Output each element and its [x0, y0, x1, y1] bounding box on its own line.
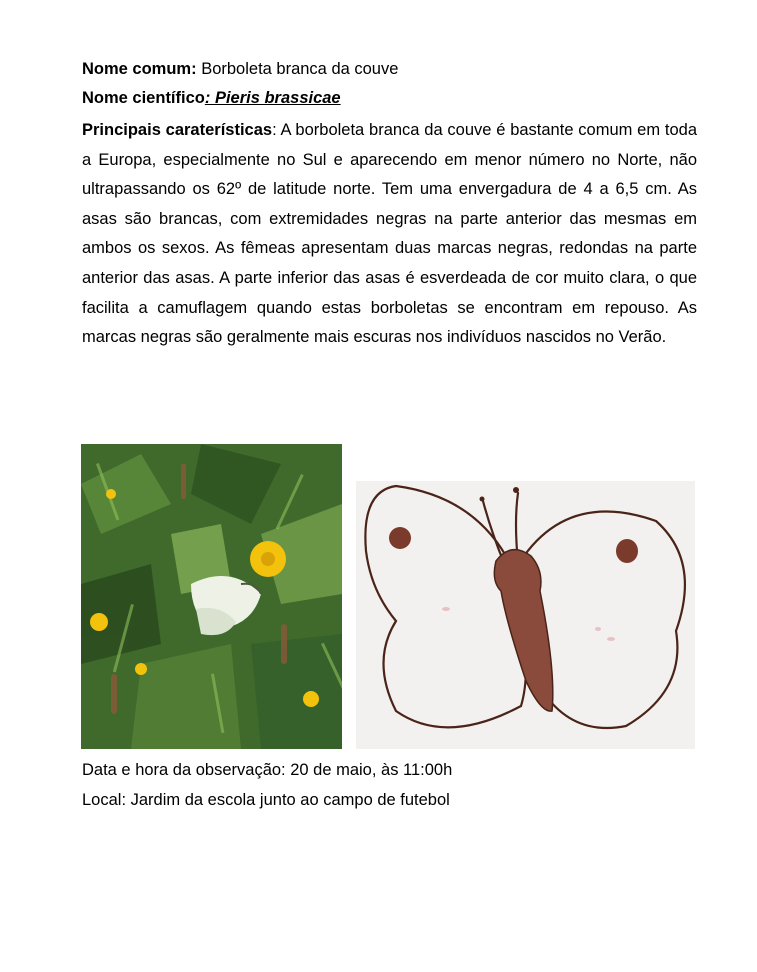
- common-name-line: [82, 59, 398, 79]
- scientific-name-line: [82, 88, 341, 108]
- scientific-name-value: : Pieris brassicae: [204, 89, 341, 107]
- observation-date: Data e hora da observação: 20 de maio, às 11:00h: [82, 761, 453, 779]
- features-paragraph: [82, 116, 697, 353]
- features-text: : A borboleta branca da couve é bastante comum em toda a Europa, especialmente no Sul e aparecendo em menor número no Norte, não ultrapassando os 62º de latitude norte. Tem uma envergadura de 4 a 6,5 cm. As asas são brancas, com extremidades negras na parte anterior das mesmas em ambos os sexos. As fêmeas apresentam duas marcas negras, redondas na parte anterior das asas. A parte inferior das asas é esverdeada de cor muito clara, o que facilita a camuflagem quando estas borboletas se encontram em repouso. As marcas negras são geralmente mais escuras nos indivíduos nascidos no Verão.: [82, 121, 697, 347]
- butterfly-photo: [81, 444, 342, 749]
- butterfly-drawing: [356, 481, 695, 749]
- common-name-label: Nome comum:: [82, 60, 197, 78]
- features-label: Principais caraterísticas: [82, 121, 273, 139]
- common-name-value: Borboleta branca da couve: [196, 60, 399, 78]
- scientific-name-label: Nome científico: [82, 89, 205, 107]
- observation-location: Local: Jardim da escola junto ao campo de futebol: [82, 791, 450, 809]
